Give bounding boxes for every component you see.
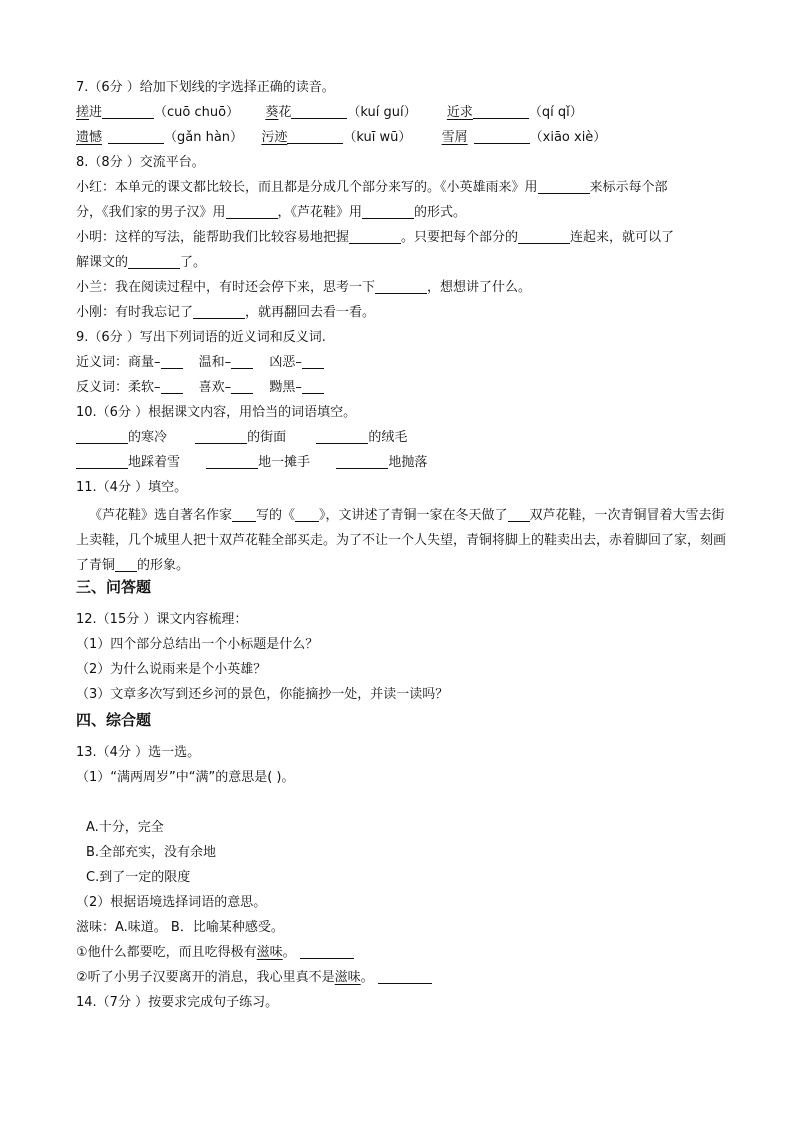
- q14-title: 14.（7分 ）按要求完成句子练习。: [76, 995, 279, 1010]
- q8-text: 小红：本单元的课文都比较长，而且都是分成几个部分来写的。《小英雄雨来》用: [76, 180, 538, 195]
- q8-text: ，《芦花鞋》用: [277, 205, 363, 220]
- q13-text: 。: [360, 970, 374, 985]
- q12-item-2: （2）为什么说雨来是个小英雄？: [76, 662, 267, 677]
- answer-blank[interactable]: [538, 179, 590, 194]
- answer-blank[interactable]: [375, 279, 427, 294]
- q7-pinyin-1: （cuō chuō）: [154, 105, 240, 120]
- q7-pinyin-3: （qí qǐ）: [528, 105, 583, 120]
- answer-blank[interactable]: [76, 429, 128, 444]
- q9-word: 温和–: [198, 355, 232, 370]
- q10-text: 的街面: [247, 430, 287, 445]
- q8-text: 小刚：有时我忘记了: [76, 305, 194, 320]
- q8-line-4: [76, 253, 724, 273]
- q7-word-2-rest: 花: [278, 105, 292, 120]
- q7-word-2-underlined: 葵: [265, 105, 279, 120]
- answer-blank[interactable]: [378, 969, 432, 984]
- q10-title: 10.（6分 ）根据课文内容，用恰当的词语填空。: [76, 405, 357, 420]
- section-heading-4: 四、综合题: [76, 711, 152, 729]
- q13-sub1: （1）“满两周岁”中“满”的意思是( )。: [76, 770, 295, 785]
- q7-word-3: 近求: [446, 105, 473, 120]
- answer-blank[interactable]: [161, 379, 183, 394]
- q11-paragraph: [76, 503, 728, 578]
- q8-text: 了。: [180, 255, 207, 270]
- answer-blank[interactable]: [302, 354, 324, 369]
- q13-definition: 滋味：A.味道。 B．比喻某种感受。: [76, 920, 284, 935]
- answer-blank[interactable]: [193, 304, 245, 319]
- answer-blank[interactable]: [508, 507, 530, 522]
- q8-line-6: [76, 303, 724, 323]
- q7-word-1-rest: 进: [89, 105, 103, 120]
- q9-antonyms: [76, 378, 724, 398]
- q9-word: 喜欢–: [198, 380, 232, 395]
- q7-pinyin-6: （xiāo xiè）: [529, 130, 607, 145]
- q7-word-4: 遗憾: [76, 130, 103, 145]
- q9-title: 9.（6分 ）写出下列词语的近义词和反义词.: [76, 330, 326, 345]
- antonym-label: 反义词：: [76, 380, 129, 395]
- q12-item-1: （1）四个部分总结出一个小标题是什么？: [76, 637, 319, 652]
- answer-blank[interactable]: [302, 379, 324, 394]
- q8-text: 来标示每个部: [589, 180, 668, 195]
- section-heading-3: 三、问答题: [76, 578, 152, 596]
- q10-text: 的寒冷: [128, 430, 168, 445]
- q7-pinyin-4: （gǎn hàn）: [164, 130, 244, 145]
- q13-title: 13.（4分 ）选一选。: [76, 745, 201, 760]
- q7-pinyin-5: （kuī wū）: [343, 130, 412, 145]
- q13-text: ①他什么都要吃，而且吃得极有: [76, 945, 257, 960]
- q7-pinyin-2: （kuí guí）: [347, 105, 417, 120]
- q10-row2: [76, 453, 724, 473]
- answer-blank[interactable]: [336, 454, 388, 469]
- q13-text: 。: [282, 945, 296, 960]
- q7-word-1-underlined: 搓: [76, 105, 90, 120]
- q13-sub2: （2）根据语境选择词语的意思。: [76, 895, 267, 910]
- q8-text: 解课文的: [76, 255, 129, 270]
- q13-underlined-word: 滋味: [334, 970, 361, 985]
- answer-blank[interactable]: [128, 254, 180, 269]
- q7-title: 7.（6分 ）给加下划线的字选择正确的读音。: [76, 80, 335, 95]
- q10-text: 的绒毛: [368, 430, 408, 445]
- answer-blank[interactable]: [287, 129, 343, 144]
- q8-text: 分，《我们家的男子汉》用: [76, 205, 226, 220]
- answer-blank[interactable]: [300, 944, 354, 959]
- q8-text: 的形式。: [414, 205, 467, 220]
- q12-item-3: （3）文章多次写到还乡河的景色，你能摘抄一处，并读一读吗？: [76, 687, 449, 702]
- q11-text: 写的《: [256, 508, 296, 523]
- answer-blank[interactable]: [232, 507, 256, 522]
- q7-word-6: 雪屑: [441, 130, 468, 145]
- q9-word: 凶恶–: [269, 355, 302, 370]
- q9-word: 黝黑–: [269, 380, 302, 395]
- q13-sentence-1: [76, 943, 724, 963]
- answer-blank[interactable]: [362, 204, 414, 219]
- answer-blank[interactable]: [102, 104, 154, 119]
- q13-sentence-2: [76, 968, 724, 988]
- q13-underlined-word: 滋味: [256, 945, 283, 960]
- answer-blank[interactable]: [349, 229, 401, 244]
- answer-blank[interactable]: [518, 229, 570, 244]
- q13-option-c[interactable]: C.到了一定的限度: [86, 870, 191, 885]
- q13-option-a[interactable]: A.十分，完全: [86, 820, 164, 835]
- q9-synonyms: [76, 353, 724, 373]
- q13-option-b[interactable]: B.全部充实，没有余地: [86, 845, 217, 860]
- q8-line-5: [76, 278, 724, 298]
- answer-blank[interactable]: [206, 454, 258, 469]
- q8-line-2: [76, 203, 724, 223]
- q8-text: ，想想讲了什么。: [427, 280, 532, 295]
- answer-blank[interactable]: [161, 354, 183, 369]
- answer-blank[interactable]: [316, 429, 368, 444]
- answer-blank[interactable]: [195, 429, 247, 444]
- q7-row1: [76, 103, 724, 123]
- q12-title: 12.（15分 ）课文内容梳理：: [76, 612, 248, 627]
- q8-text: 连起来，就可以了: [570, 230, 675, 245]
- q8-text: 小兰：我在阅读过程中，有时还会停下来，思考一下: [76, 280, 376, 295]
- answer-blank[interactable]: [231, 379, 253, 394]
- q13-text: ②听了小男子汉要离开的消息，我心里真不是: [76, 970, 335, 985]
- q7-row2: [76, 128, 724, 148]
- q10-row1: [76, 428, 724, 448]
- q11-text: 》，文讲述了青铜一家在冬天做了: [319, 508, 508, 523]
- q8-line-1: [76, 178, 724, 198]
- answer-blank[interactable]: [115, 557, 137, 572]
- q10-text: 地抛落: [388, 455, 428, 470]
- answer-blank[interactable]: [226, 204, 278, 219]
- q8-title: 8.（8分 ）交流平台。: [76, 155, 205, 170]
- q8-line-3: [76, 228, 724, 248]
- answer-blank[interactable]: [108, 129, 164, 144]
- answer-blank[interactable]: [473, 104, 529, 119]
- answer-blank[interactable]: [76, 454, 128, 469]
- q8-text: ，就再翻回去看一看。: [245, 305, 376, 320]
- answer-blank[interactable]: [291, 104, 347, 119]
- q11-title: 11.（4分 ）填空。: [76, 480, 188, 495]
- q10-text: 地踩着雪: [128, 455, 181, 470]
- answer-blank[interactable]: [295, 507, 319, 522]
- q9-word: 商量–: [128, 355, 161, 370]
- synonym-label: 近义词：: [76, 355, 129, 370]
- q8-text: 。只要把每个部分的: [401, 230, 519, 245]
- q9-word: 柔软–: [128, 380, 161, 395]
- q7-word-5: 污迹: [261, 130, 288, 145]
- q11-text: 的形象。: [137, 558, 190, 573]
- q8-text: 小明：这样的写法，能帮助我们比较容易地把握: [76, 230, 350, 245]
- q11-text: 《芦花鞋》选自著名作家: [89, 508, 233, 523]
- answer-blank[interactable]: [231, 354, 253, 369]
- answer-blank[interactable]: [474, 129, 530, 144]
- q11-text: 双芦花鞋，一次青铜冒着大雪去街上卖鞋，几个城里人把十双芦花鞋全部买走。为了不让一个人失望，青铜将脚上的鞋卖出去，赤着脚回了家，刻画了青铜: [76, 508, 727, 573]
- q10-text: 地一摊手: [258, 455, 311, 470]
